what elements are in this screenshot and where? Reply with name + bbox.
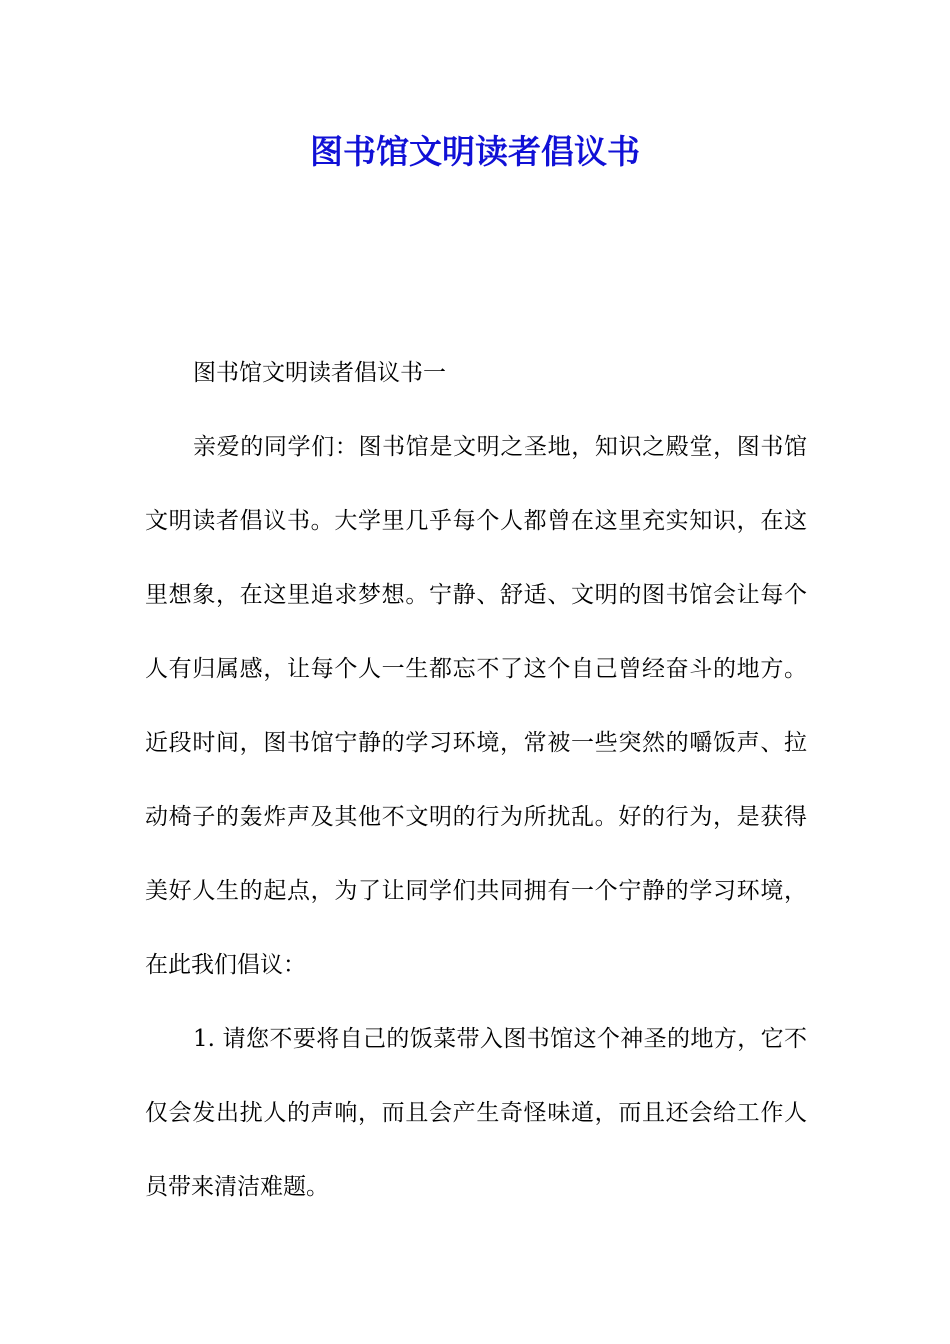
paragraph-intro: 亲爱的同学们：图书馆是文明之圣地，知识之殿堂，图书馆文明读者倡议书。大学里几乎每个人都曾在这里充实知识，在这里想象，在这里追求梦想。宁静、舒适、文明的图书馆会让每个人有归属感，让每个人一生都忘不了这个自己曾经奋斗的地方。近段时间，图书馆宁静的学习环境，常被一些突然的嚼饭声、拉动椅子的轰炸声及其他不文明的行为所扰乱。好的行为，是获得美好人生的起点，为了让同学们共同拥有一个宁静的学习环境，在此我们倡议： xyxy=(145,434,807,978)
document-body xyxy=(145,336,807,1224)
paragraph-item-1: 1. 请您不要将自己的饭菜带入图书馆这个神圣的地方，它不仅会发出扰人的声响，而且会产生奇怪味道，而且还会给工作人员带来清洁难题。 xyxy=(145,1026,807,1200)
paragraph-subtitle: 图书馆文明读者倡议书一 xyxy=(193,360,446,386)
document-title: 图书馆文明读者倡议书 xyxy=(310,132,640,171)
